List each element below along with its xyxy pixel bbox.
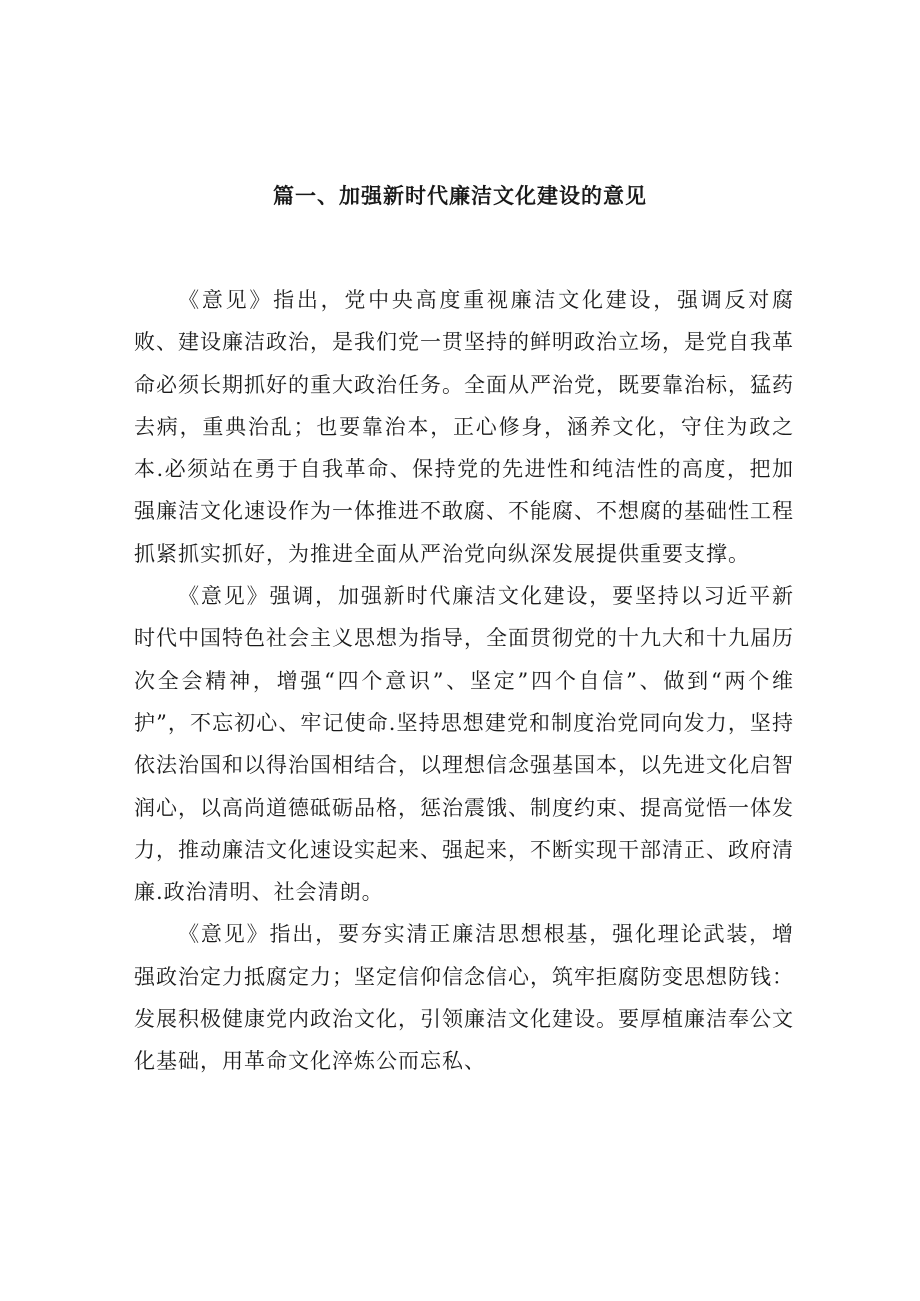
paragraph-3: 《意见》指出，要夯实清正廉洁思想根基，强化理论武装，增强政治定力抵腐定力；坚定信仰信念信心，筑牢拒腐防变思想防钱：发展积极健康党内政治文化，引领廉洁文化建设。要厚植廉洁奉公文化基础，用革命文化淬炼公而忘私、 — [134, 922, 794, 1074]
paragraph-1: 《意见》指出，党中央高度重视廉洁文化建设，强调反对腐败、建设廉洁政治，是我们党一贯坚持的鲜明政治立场，是党自我革命必须长期抓好的重大政治任务。全面从严治党，既要靠治标，猛药去病，重典治乱；也要靠治本，正心修身，涵养文化，守住为政之本.必须站在勇于自我革命、保持党的先进性和纯洁性的高度，把加强廉洁文化速设作为一体推进不敢腐、不能腐、不想腐的基础性工程抓紧抓实抓好，为推进全面从严治党向纵深发展提供重要支撑。 — [134, 288, 794, 566]
document-title: 篇一、加强新时代廉洁文化建设的意见 — [273, 184, 647, 208]
document-body — [134, 279, 794, 1083]
paragraph-2: 《意见》强调，加强新时代廉洁文化建设，要坚持以习近平新时代中国特色社会主义思想为指导，全面贯彻党的十九大和十九届历次全会精神，增强“四个意识”、坚定”四个自信”、做到“两个维护”，不忘初心、牢记使命.坚持思想建党和制度治党同向发力，坚持依法治国和以得治国相结合，以理想信念强基国本，以先进文化启智润心，以高尚道德砥砺品格，惩治震饿、制度约束、提高觉悟一体发力，推动廉洁文化速设实起来、强起来，不断实现干部清正、政府清廉.政治清明、社会清朗。 — [134, 584, 794, 905]
